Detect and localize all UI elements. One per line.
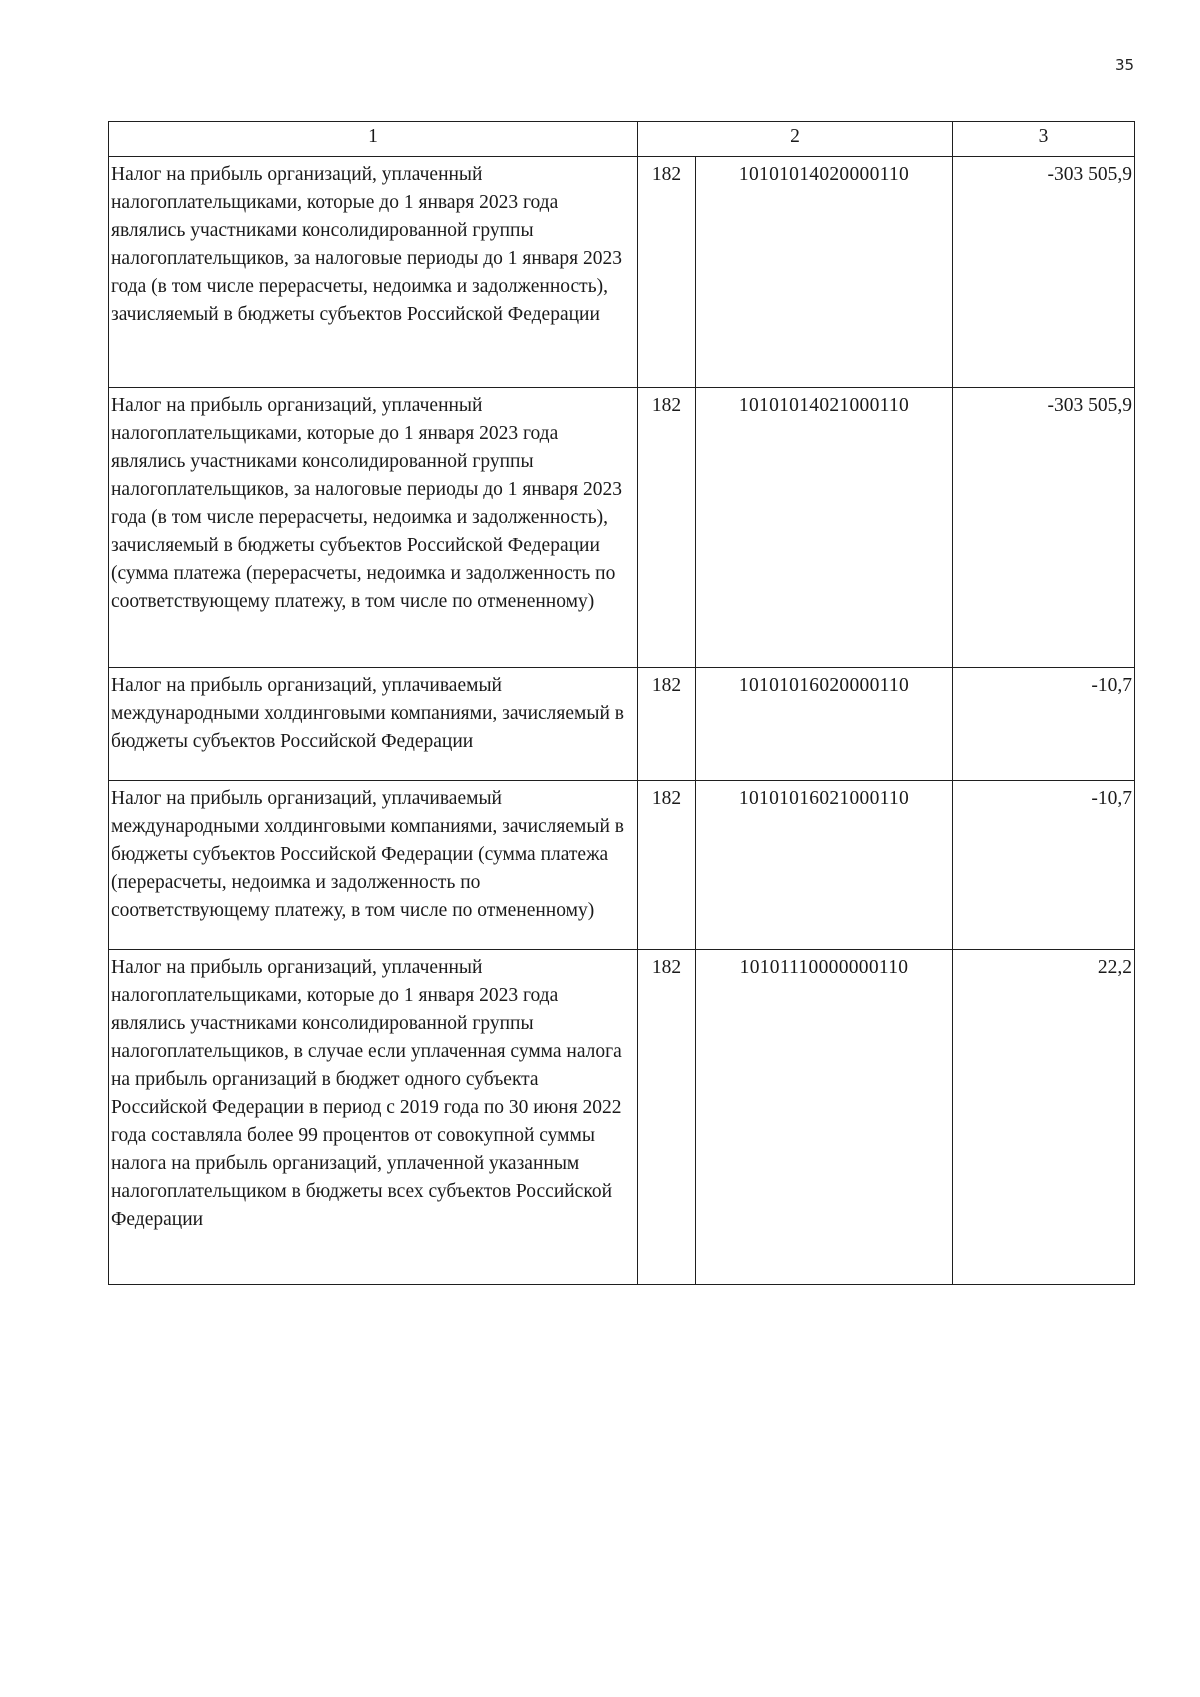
amount-cell: -10,7: [953, 668, 1135, 781]
classification-code-cell: 10101016020000110: [696, 668, 953, 781]
classification-code-cell: 10101014020000110: [696, 157, 953, 388]
admin-code-cell: 182: [638, 388, 696, 668]
table-row: [109, 950, 1135, 1285]
header-col-3: 3: [953, 122, 1135, 157]
admin-code-cell: 182: [638, 157, 696, 388]
revenue-name-cell: Налог на прибыль организаций, уплачиваемый международными холдинговыми компаниями, зачисляемый в бюджеты субъектов Российской Федерации (сумма платежа (перерасчеты, недоимка и задолженность по соответствующему платежу, в том числе по отмененному): [109, 781, 638, 950]
table-row: [109, 781, 1135, 950]
amount-cell: -10,7: [953, 781, 1135, 950]
table-header-row: [109, 122, 1135, 157]
header-col-1: 1: [109, 122, 638, 157]
amount-cell: -303 505,9: [953, 388, 1135, 668]
admin-code-cell: 182: [638, 950, 696, 1285]
table-row: [109, 157, 1135, 388]
revenue-name-cell: Налог на прибыль организаций, уплаченный налогоплательщиками, которые до 1 января 2023 года являлись участниками консолидированной группы налогоплательщиков, в случае если уплаченная сумма налога на прибыль организаций в бюджет одного субъекта Российской Федерации в период с 2019 года по 30 июня 2022 года составляла более 99 процентов от совокупной суммы налога на прибыль организаций, уплаченной указанным налогоплательщиком в бюджеты всех субъектов Российской Федерации: [109, 950, 638, 1285]
amount-cell: -303 505,9: [953, 157, 1135, 388]
amount-cell: 22,2: [953, 950, 1135, 1285]
table-row: [109, 668, 1135, 781]
classification-code-cell: 10101110000000110: [696, 950, 953, 1285]
classification-code-cell: 10101016021000110: [696, 781, 953, 950]
budget-revenue-table: [108, 121, 1135, 1285]
revenue-name-cell: Налог на прибыль организаций, уплачиваемый международными холдинговыми компаниями, зачисляемый в бюджеты субъектов Российской Федерации: [109, 668, 638, 781]
classification-code-cell: 10101014021000110: [696, 388, 953, 668]
page-number: 35: [1115, 56, 1135, 74]
admin-code-cell: 182: [638, 668, 696, 781]
header-col-2: 2: [638, 122, 953, 157]
revenue-name-cell: Налог на прибыль организаций, уплаченный налогоплательщиками, которые до 1 января 2023 года являлись участниками консолидированной группы налогоплательщиков, за налоговые периоды до 1 января 2023 года (в том числе перерасчеты, недоимка и задолженность), зачисляемый в бюджеты субъектов Российской Федерации: [109, 157, 638, 388]
table-row: [109, 388, 1135, 668]
revenue-name-cell: Налог на прибыль организаций, уплаченный налогоплательщиками, которые до 1 января 2023 года являлись участниками консолидированной группы налогоплательщиков, за налоговые периоды до 1 января 2023 года (в том числе перерасчеты, недоимка и задолженность), зачисляемый в бюджеты субъектов Российской Федерации (сумма платежа (перерасчеты, недоимка и задолженность по соответствующему платежу, в том числе по отмененному): [109, 388, 638, 668]
admin-code-cell: 182: [638, 781, 696, 950]
